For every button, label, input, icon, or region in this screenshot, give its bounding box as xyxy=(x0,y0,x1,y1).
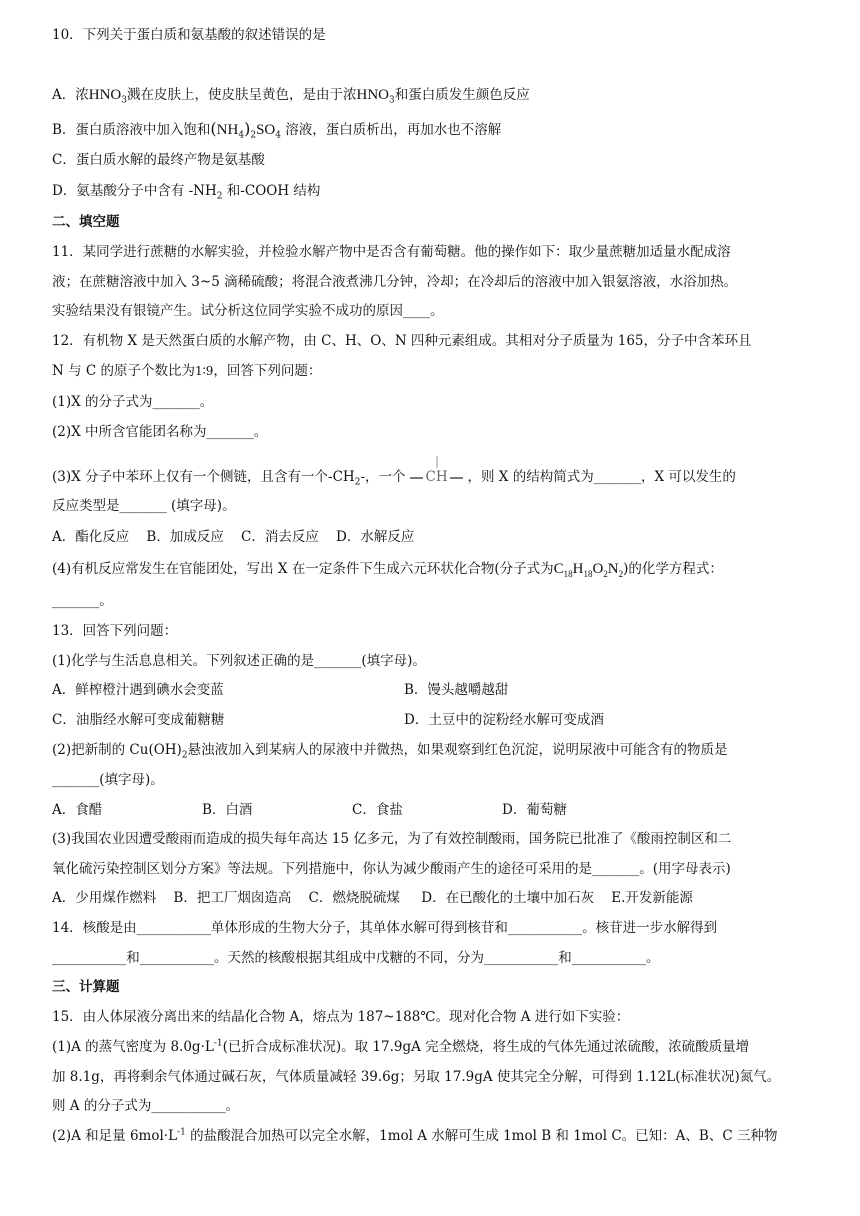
q14-line-1: 14．核酸是由___________单体形成的生物大分子，其单体水解可得到核苷和___________。核苷进一步水解得到 xyxy=(52,920,718,936)
q13-part-3-line-1: (3)我国农业因遭受酸雨而造成的损失每年高达 15 亿多元，为了有效控制酸雨，国务院已批准了《酸雨控制区和二 xyxy=(52,831,732,847)
q13-part-1-options-row-2: C．油脂经水解可变成葡糖糖 D．土豆中的淀粉经水解可变成酒 xyxy=(52,712,604,728)
q13-part-3-options: A．少用煤作燃料 B．把工厂烟囱造高 C．燃烧脱硫煤 D．在已酸化的土壤中加石灰 E.开发新能源 xyxy=(52,890,693,906)
section-calculation-title: 三、计算题 xyxy=(52,979,120,995)
q13-part-2-line-1: (2)把新制的 $Cu(OH)_2$悬浊液加入到某病人的尿液中并微热，如果观察到红色沉淀，说明尿液中可能含有的物质是 xyxy=(52,742,728,761)
q12-part-4-line-1: (4)有机反应常发生在官能团处，写出 X 在一定条件下生成六元环状化合物(分子式为$C_{18}H_{18}O_2N_2$)的化学方程式： xyxy=(52,561,723,579)
q13-part-1: (1)化学与生活息息相关。下列叙述正确的是_______(填字母)。 xyxy=(52,653,426,669)
q12-part-3-line-1: (3)X 分子中苯环上仅有一个侧链，且含有一个$-CH_2-$，一个 CH ，则 X 的结构简式为_______，X 可以发生的 xyxy=(52,469,736,488)
q13-part-2-options: A．食醋 B．白酒 C．食盐 D．葡萄糖 xyxy=(52,802,567,818)
q12-line-2: N 与 C 的原子个数比为1∶9，回答下列问题： xyxy=(52,363,322,379)
q12-line-1: 12．有机物 X 是天然蛋白质的水解产物，由 C、H、O、N 四种元素组成。其相对分子质量为 165，分子中含苯环且 xyxy=(52,333,752,349)
q10-stem: 10．下列关于蛋白质和氨基酸的叙述错误的是 xyxy=(52,27,326,43)
q10-option-a: A．浓$HNO_3$溅在皮肤上，使皮肤呈黄色，是由于浓$HNO_3$和蛋白质发生颜色反应 xyxy=(52,87,530,106)
q11-line-1: 11．某同学进行蔗糖的水解实验，并检验水解产物中是否含有葡萄糖。他的操作如下：取少量蔗糖加适量水配成溶 xyxy=(52,244,731,260)
q12-part-3-options: A．酯化反应 B．加成反应 C．消去反应 D．水解反应 xyxy=(52,529,415,545)
q12-part-1: (1)X 的分子式为_______。 xyxy=(52,394,214,410)
q13-part-2-line-2: _______(填字母)。 xyxy=(52,772,164,788)
section-fill-in-title: 二、填空题 xyxy=(52,214,120,230)
q14-line-2: ___________和___________。天然的核酸根据其组成中戊糖的不同，分为___________和___________。 xyxy=(52,950,660,966)
ch-group-structure: CH xyxy=(425,469,448,485)
q12-part-2: (2)X 中所含官能团名称为_______。 xyxy=(52,424,268,440)
q12-part-4-line-2: _______。 xyxy=(52,593,113,609)
q11-line-2: 液；在蔗糖溶液中加入 3~5 滴稀硫酸；将混合液煮沸几分钟，冷却；在冷却后的溶液中加入银氨溶液，水浴加热。 xyxy=(52,274,738,290)
q10-option-c: C．蛋白质水解的最终产物是氨基酸 xyxy=(52,152,265,168)
q15-part-1-line-1: (1)A 的蒸气密度为 $8.0g\cdot L^{-1}$(已折合成标准状况)。取 17.9gA 完全燃烧，将生成的气体先通过浓硫酸，浓硫酸质量增 xyxy=(52,1038,750,1055)
q10-option-b: B．蛋白质溶液中加入饱和$(NH_4)_2SO_4$ 溶液，蛋白质析出，再加水也不溶解 xyxy=(52,119,502,141)
q11-line-3: 实验结果没有银镜产生。试分析这位同学实验不成功的原因____。 xyxy=(52,303,444,319)
q13-part-3-line-2: 氧化硫污染控制区划分方案》等法规。下列措施中，你认为减少酸雨产生的途径可采用的是_______。(用字母表示) xyxy=(52,861,731,877)
q15-part-2-line-1: (2)A 和足量 $6mol\cdot L^{-1}$ 的盐酸混合加热可以完全水解，1mol A 水解可生成 1mol B 和 1mol C。已知：A、B、C 三种物 xyxy=(52,1127,778,1144)
q12-part-3-line-2: 反应类型是_______ (填字母)。 xyxy=(52,498,236,514)
q15-stem: 15．由人体尿液分离出来的结晶化合物 A，熔点为 187~188℃。现对化合物 A 进行如下实验： xyxy=(52,1009,630,1025)
q13-part-1-options-row-1: A．鲜榨橙汁遇到碘水会变蓝 B．馒头越嚼越甜 xyxy=(52,682,509,698)
q15-part-1-line-3: 则 A 的分子式为___________。 xyxy=(52,1098,240,1114)
q13-stem: 13．回答下列问题： xyxy=(52,623,178,639)
q10-option-d: D．氨基酸分子中含有 $-NH_2$ 和-COOH 结构 xyxy=(52,183,321,202)
q15-part-1-line-2: 加 8.1g，再将剩余气体通过碱石灰，气体质量减轻 39.6g；另取 17.9gA 使其完全分解，可得到 1.12L(标准状况)氮气。 xyxy=(52,1069,781,1085)
